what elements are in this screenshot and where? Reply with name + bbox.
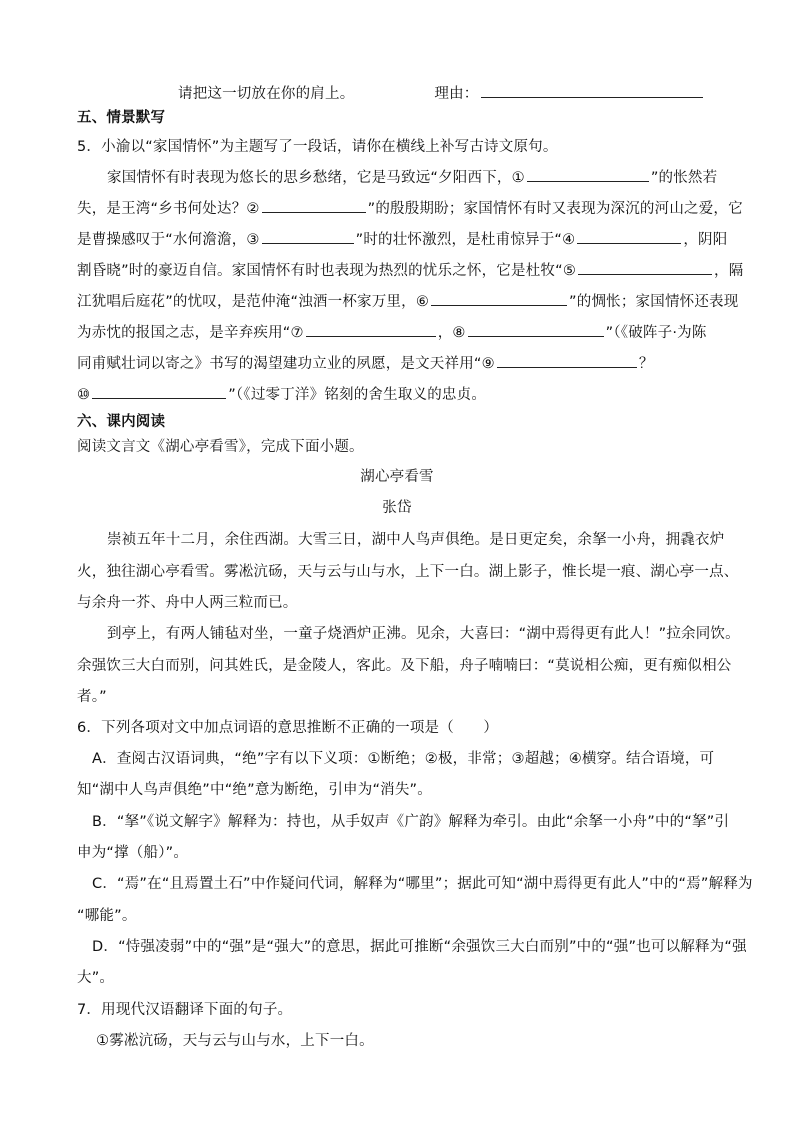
passage-line: 者。” [77, 689, 107, 705]
section-6-heading: 六、课内阅读 [77, 414, 166, 430]
top-sentence: 请把这一切放在你的肩上。 [178, 86, 355, 102]
option-d[interactable]: D．“恃强凌弱”中的“强”是“强大”的意思，据此可推断“余强饮三大白而别”中的“强”也可以解释为“强 [92, 939, 747, 955]
q5-text: 江犹唱后庭花”的忧叹，是范仲淹“浊酒一杯家万里， [77, 294, 416, 310]
q5-text: 家国情怀有时表现为悠长的思乡愁绪，它是马致远“夕阳西下， [107, 170, 512, 186]
answer-blank-2[interactable] [262, 198, 366, 213]
passage-author: 张岱 [382, 500, 412, 516]
answer-blank-5[interactable] [578, 260, 712, 275]
q5-line-4 [77, 260, 757, 281]
passage-line: 到亭上，有两人铺毡对坐，一童子烧酒炉正沸。见余，大喜曰：“湖中焉得更有此人！”拉余同饮。 [107, 626, 740, 642]
q5-text: ”的殷殷期盼；家国情怀有时又表现为深沉的河山之爱，它 [367, 201, 743, 217]
question-5-stem: 5．小渝以“家国情怀”为主题写了一段话，请你在横线上补写古诗文原句。 [77, 139, 558, 155]
reason-label: 理由： [434, 86, 479, 102]
q5-line-1 [107, 167, 787, 188]
q5-text: 同甫赋壮词以寄之》书写的渴望建功立业的夙愿，是文天祥用“ [77, 356, 482, 372]
q5-text: ，隔 [714, 263, 744, 279]
option-c[interactable]: C．“焉”在“且焉置土石”中作疑问代词，解释为“哪里”；据此可知“湖中焉得更有此人”中的“焉”解释为 [92, 876, 753, 892]
blank-marker-1: ① [511, 170, 525, 186]
q5-text: 失，是王湾“乡书何处达？ [77, 201, 247, 217]
answer-blank-6[interactable] [431, 291, 567, 306]
answer-blank-4[interactable] [577, 229, 681, 244]
q5-text: 为赤忱的报国之志，是辛弃疾用“ [77, 325, 291, 341]
q5-line-7 [77, 353, 757, 374]
option-a-cont: 知“湖中人鸟声俱绝”中“绝”意为断绝，引申为“消失”。 [77, 782, 432, 798]
section-5-heading: 五、情景默写 [77, 110, 166, 126]
answer-blank-1[interactable] [527, 167, 649, 182]
q5-text: ”的惆怅；家国情怀还表现 [569, 294, 739, 310]
question-6-stem: 6．下列各项对文中加点词语的意思推断不正确的一项是（ ） [77, 720, 499, 736]
q5-line-6 [77, 322, 757, 343]
q5-text: 割昏晓”时的豪迈自信。家国情怀有时也表现为热烈的忧乐之怀，它是杜牧“ [77, 263, 563, 279]
passage-line: 与余舟一芥、舟中人两三粒而已。 [77, 595, 298, 611]
blank-marker-6: ⑥ [415, 294, 430, 310]
translate-sentence-1: ①雾凇沆砀，天与云与山与水，上下一白。 [96, 1033, 374, 1049]
passage-title: 湖心亭看雪 [360, 469, 434, 485]
blank-marker-10: ⑩ [77, 387, 91, 403]
answer-blank-3[interactable] [262, 229, 354, 244]
reading-intro: 阅读文言文《湖心亭看雪》，完成下面小题。 [77, 439, 364, 455]
q5-text: ”的怅然若 [650, 170, 718, 186]
answer-blank-10[interactable] [92, 384, 226, 399]
q5-text: ”时的壮怀激烈，是杜甫惊异于“ [355, 232, 563, 248]
q5-text: ？ [638, 356, 654, 372]
question-7-stem: 7．用现代汉语翻译下面的句子。 [77, 1002, 293, 1018]
q5-text: ”（《破阵子·为陈 [605, 325, 707, 341]
q5-text: ”（《过零丁洋》铭刻的舍生取义的忠贞。 [228, 387, 487, 403]
blank-marker-3: ③ [246, 232, 260, 248]
passage-line: 火，独往湖心亭看雪。雾凇沆砀，天与云与山与水，上下一白。湖上影子，惟长堤一痕、湖心亭一点、 [77, 564, 739, 580]
blank-marker-7: ⑦ [290, 325, 304, 341]
q5-text: ，阴阳 [683, 232, 728, 248]
blank-marker-2: ② [246, 201, 260, 217]
q5-line-8 [77, 384, 757, 405]
blank-marker-9: ⑨ [481, 356, 495, 372]
q5-text: 是曹操感叹于“水何澹澹， [77, 232, 247, 248]
passage-line: 崇祯五年十二月，余住西湖。大雪三日，湖中人鸟声俱绝。是日更定矣，余拏一小舟，拥毳衣炉 [107, 532, 725, 548]
blank-marker-8: ⑧ [452, 325, 466, 341]
option-b[interactable]: B．“拏”《说文解字》解释为：持也，从手奴声《广韵》解释为牵引。由此“余拏一小舟”中的“拏”引 [92, 814, 730, 830]
blank-marker-4: ④ [562, 232, 576, 248]
passage-line: 余强饮三大白而别，问其姓氏，是金陵人，客此。及下船，舟子喃喃曰：“莫说相公痴，更有痴似相公 [77, 658, 732, 674]
reason-answer-blank[interactable] [481, 83, 703, 98]
q5-line-5 [77, 291, 757, 312]
answer-blank-8[interactable] [468, 322, 604, 337]
blank-marker-5: ⑤ [562, 263, 577, 279]
q5-line-2 [77, 198, 757, 219]
top-line [178, 83, 794, 104]
answer-blank-9[interactable] [497, 353, 637, 368]
option-b-cont: 申为“撑（船）”。 [77, 845, 189, 861]
option-a[interactable]: A．查阅古汉语词典，“绝”字有以下义项：①断绝；②极，非常；③超越；④横穿。结合语境，可 [92, 751, 715, 767]
q5-text: ， [437, 325, 453, 341]
q5-line-3 [77, 229, 757, 250]
option-c-cont: “哪能”。 [77, 908, 137, 924]
answer-blank-7[interactable] [306, 322, 436, 337]
option-d-cont: 大”。 [77, 970, 115, 986]
